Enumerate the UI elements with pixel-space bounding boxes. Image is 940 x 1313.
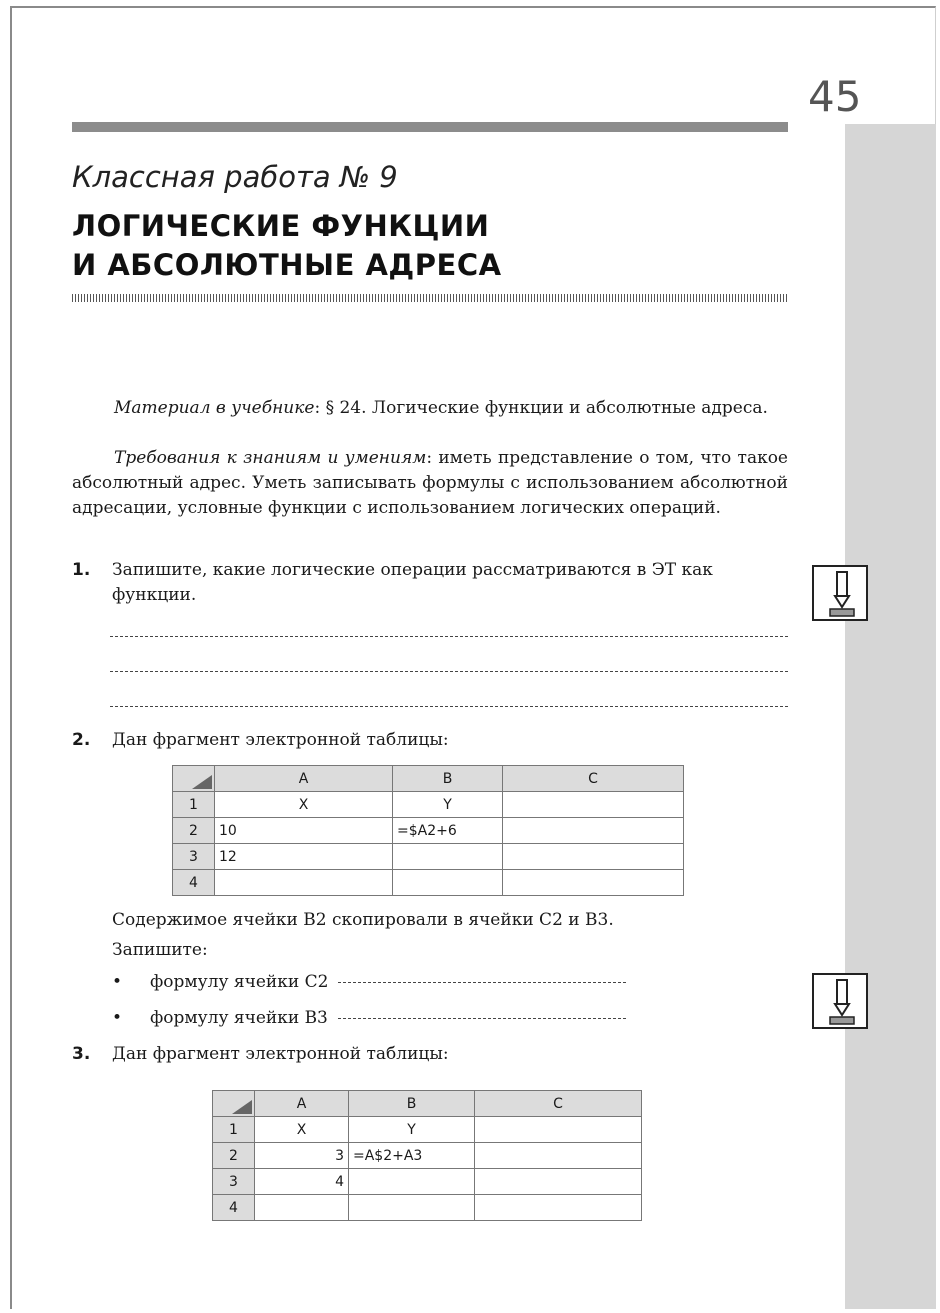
answer-line[interactable] (110, 706, 788, 707)
row-header: 3 (213, 1169, 255, 1195)
cell-a4 (215, 870, 393, 896)
cell-a1: X (215, 792, 393, 818)
requirements-paragraph (72, 446, 788, 521)
task-3-number: 3. (72, 1044, 91, 1064)
topic-title-line1: ЛОГИЧЕСКИЕ ФУНКЦИИ (72, 209, 490, 243)
side-margin-band (845, 124, 936, 1309)
answer-line[interactable] (110, 636, 788, 637)
pencil-answer-icon-graphic (814, 975, 870, 1031)
task-2-number: 2. (72, 730, 91, 750)
page-number: 45 (808, 72, 862, 121)
cell-a4 (255, 1195, 349, 1221)
cell-a2: 3 (255, 1143, 349, 1169)
corner-cell (173, 766, 215, 792)
pencil-answer-icon (812, 973, 868, 1029)
bullet-text: формулу ячейки C2 (150, 972, 329, 992)
row-header: 2 (173, 818, 215, 844)
cell-c1 (475, 1117, 642, 1143)
row-header: 1 (213, 1117, 255, 1143)
cell-c3 (503, 844, 684, 870)
bullet-item-b3 (112, 1006, 626, 1031)
material-text: : § 24. Логические функции и абсолютные адреса. (314, 398, 768, 418)
column-header: C (475, 1091, 642, 1117)
pencil-answer-icon-graphic (814, 567, 870, 623)
column-header: C (503, 766, 684, 792)
cell-a3: 4 (255, 1169, 349, 1195)
top-rule (72, 122, 788, 132)
task-2-text: Дан фрагмент электронной таблицы: (112, 730, 449, 750)
work-title: Классная работа № 9 (72, 160, 398, 194)
cell-a2: 10 (215, 818, 393, 844)
corner-cell (213, 1091, 255, 1117)
cell-b4 (393, 870, 503, 896)
requirements-lead: Требования к знаниям и умениям (114, 448, 427, 468)
bullet-text: формулу ячейки B3 (150, 1008, 328, 1028)
cell-c1 (503, 792, 684, 818)
cell-b3 (393, 844, 503, 870)
bullet-item-c2 (112, 970, 626, 995)
row-header: 4 (173, 870, 215, 896)
cell-b4 (349, 1195, 475, 1221)
task-1-number: 1. (72, 560, 91, 580)
task-1 (72, 558, 788, 608)
row-header: 1 (173, 792, 215, 818)
task-1-text: Запишите, какие логические операции рассматриваются в ЭТ как функции. (112, 560, 713, 605)
task-2-after-text: Содержимое ячейки B2 скопировали в ячейки C2 и B3. (112, 910, 614, 930)
column-header: B (393, 766, 503, 792)
spreadsheet-fragment-1 (172, 765, 684, 896)
material-lead: Материал в учебнике (114, 398, 315, 418)
task-2 (72, 728, 788, 753)
answer-line[interactable] (338, 982, 626, 983)
answer-line[interactable] (110, 671, 788, 672)
answer-line[interactable] (338, 1018, 626, 1019)
cell-a3: 12 (215, 844, 393, 870)
column-header: A (215, 766, 393, 792)
cell-c3 (475, 1169, 642, 1195)
topic-title (72, 207, 502, 285)
material-paragraph (72, 396, 788, 421)
cell-b2: =A$2+A3 (349, 1143, 475, 1169)
topic-title-line2: И АБСОЛЮТНЫЕ АДРЕСА (72, 248, 502, 282)
task-3-text: Дан фрагмент электронной таблицы: (112, 1044, 449, 1064)
column-header: B (349, 1091, 475, 1117)
row-header: 2 (213, 1143, 255, 1169)
task-2-write-label: Запишите: (112, 940, 208, 960)
cell-b2: =$A2+6 (393, 818, 503, 844)
cell-c2 (475, 1143, 642, 1169)
row-header: 4 (213, 1195, 255, 1221)
hatch-rule (72, 294, 788, 302)
pencil-answer-icon (812, 565, 868, 621)
spreadsheet-fragment-2 (212, 1090, 642, 1221)
bullet-symbol: • (112, 1008, 123, 1028)
requirements-text: : иметь представление о том, что такое абсолютный адрес. Уметь записывать формулы с использованием абсолютной адресации, условные функции с использованием логических операций. (72, 448, 788, 518)
cell-c4 (503, 870, 684, 896)
cell-b3 (349, 1169, 475, 1195)
cell-b1: Y (349, 1117, 475, 1143)
cell-c2 (503, 818, 684, 844)
cell-a1: X (255, 1117, 349, 1143)
column-header: A (255, 1091, 349, 1117)
row-header: 3 (173, 844, 215, 870)
bullet-symbol: • (112, 972, 123, 992)
task-3 (72, 1042, 788, 1067)
cell-c4 (475, 1195, 642, 1221)
cell-b1: Y (393, 792, 503, 818)
